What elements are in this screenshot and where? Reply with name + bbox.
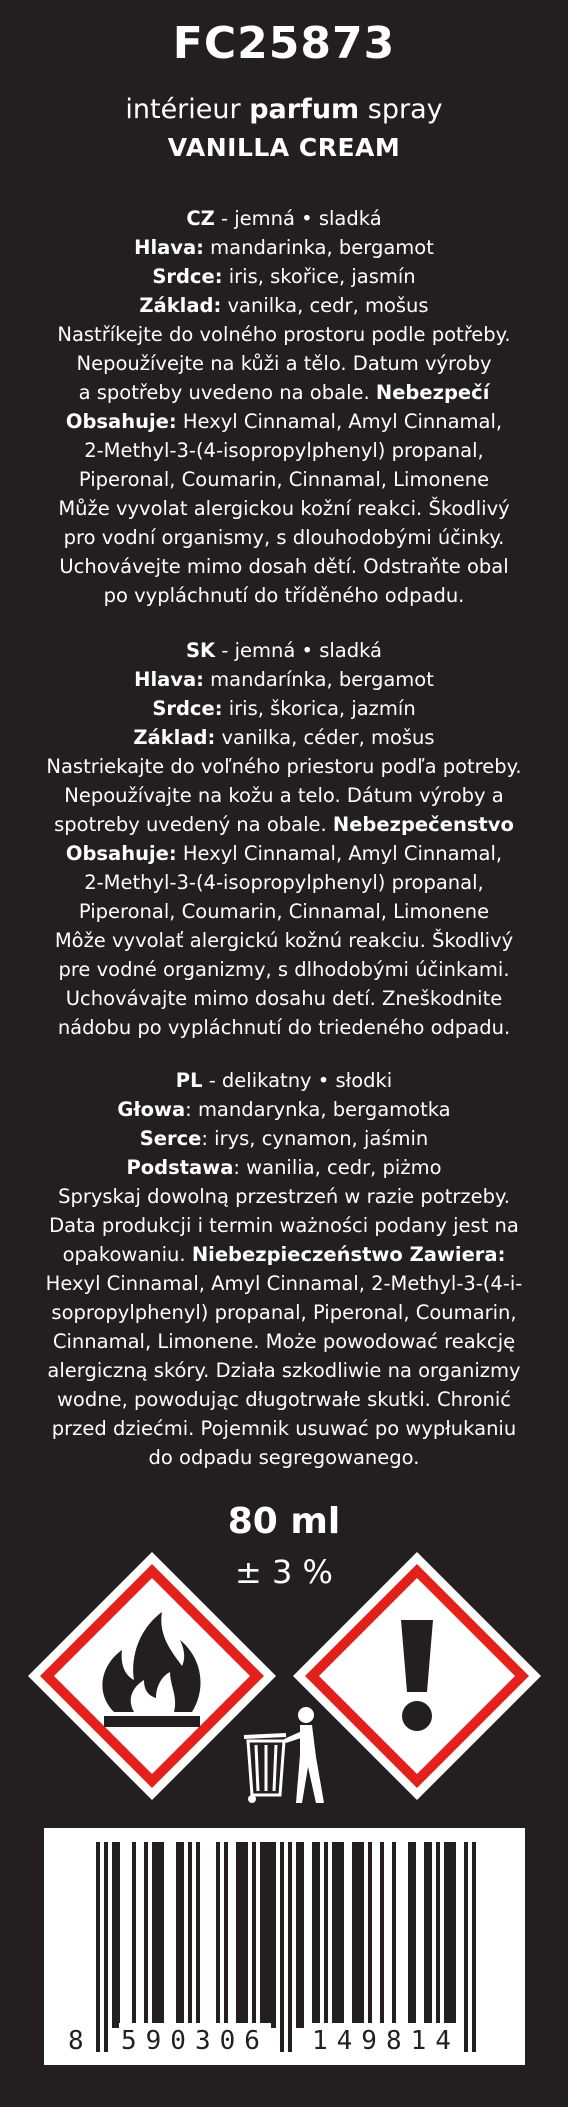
barcode-digits-left: 590306 [119, 2023, 271, 2059]
label-text: : wanilia, cedr, piżmo [233, 1156, 442, 1179]
label-bold: SK [185, 639, 216, 662]
barcode-bar [132, 1842, 136, 2028]
label-text: iris, skořice, jasmín [222, 265, 416, 288]
label-text: Data produkcji i termin ważności podany jest na [49, 1214, 519, 1237]
barcode-digit-first: 8 [66, 2023, 86, 2059]
subtitle-bold: parfum [249, 94, 360, 125]
label-text: do odpadu segregowanego. [148, 1446, 420, 1469]
cz-line [10, 378, 558, 407]
barcode-bar [412, 1842, 416, 2028]
label-bold: Obsahuje: [65, 842, 177, 865]
volume: 80 ml [227, 1501, 341, 1542]
barcode-bar [340, 1842, 344, 2028]
label-text: Hexyl Cinnamal, Amyl Cinnamal, [176, 842, 503, 865]
pl-line [10, 1269, 558, 1298]
label-text: pre vodné organizmy, s dlhodobými účinkami. [58, 958, 510, 981]
barcode-bar [252, 1842, 256, 2028]
barcode-bar [240, 1842, 244, 2028]
barcode-bar [464, 1842, 468, 2052]
barcode-bar [408, 1842, 412, 2028]
pl-line [10, 1414, 558, 1443]
barcode-bar [176, 1842, 180, 2028]
label-text: Spryskaj dowolną przestrzeń w razie potrzeby. [58, 1185, 510, 1208]
barcode-bar [196, 1842, 200, 2028]
sk-line [10, 868, 558, 897]
barcode-bar [332, 1842, 336, 2028]
cz-line [10, 349, 558, 378]
waste-bin-icon [240, 1705, 326, 1805]
label-bold: Głowa [117, 1098, 186, 1121]
label-text: 2-Methyl-3-(4-isopropylphenyl) propanal, [84, 871, 484, 894]
cz-line [10, 407, 558, 436]
barcode-bar [260, 1842, 264, 2028]
label-text: : mandarynka, bergamotka [185, 1098, 451, 1121]
label-text: wodne, powodując długotrwałe skutki. Chronić [56, 1388, 512, 1411]
exclamation-pictogram-icon [287, 1546, 547, 1806]
barcode-bar [444, 1842, 448, 2028]
label-text: alergiczną skóry. Działa szkodliwie na organizmy [47, 1359, 521, 1382]
barcode-bar [360, 1842, 364, 2028]
pl-line [10, 1327, 558, 1356]
label-text: opakowaniu. [62, 1243, 192, 1266]
barcode-bar [244, 1842, 248, 2028]
pl-line [10, 1356, 558, 1385]
label-bold: PL [175, 1069, 203, 1092]
barcode-bar [392, 1842, 396, 2028]
barcode-bar [448, 1842, 452, 2028]
label-text: Môže vyvolať alergickú kožnú reakciu. Škodlivý [54, 929, 514, 952]
barcode-bar [96, 1842, 100, 2052]
pl-line [10, 1298, 558, 1327]
barcode-bar [296, 1842, 300, 2028]
barcode-bar [324, 1842, 328, 2028]
label-bold: Podstawa [126, 1156, 234, 1179]
label-text: Hexyl Cinnamal, Amyl Cinnamal, 2-Methyl-3-(4-i- [45, 1272, 523, 1295]
pl-line [10, 1153, 558, 1182]
pl-line [10, 1095, 558, 1124]
barcode-digits [44, 2023, 525, 2059]
label-bold: Serce [139, 1127, 202, 1150]
barcode-bar [356, 1842, 360, 2028]
label-text: Uchovávejte mimo dosah dětí. Odstraňte obal [59, 555, 509, 578]
barcode-bar [188, 1842, 192, 2028]
label-text: Nastříkejte do volného prostoru podle potřeby. [57, 323, 511, 346]
sk-line [10, 781, 558, 810]
barcode-bar [288, 1842, 292, 2052]
label-bold: Základ: [139, 294, 222, 317]
barcode [44, 1828, 525, 2065]
barcode-bar [380, 1842, 384, 2028]
barcode-bar [236, 1842, 240, 2028]
label-text: Piperonal, Coumarin, Cinnamal, Limonene [78, 900, 490, 923]
section-cz [10, 204, 558, 610]
label-text: - jemná • sladká [214, 207, 382, 230]
sk-line [10, 636, 558, 665]
pl-line [10, 1211, 558, 1240]
barcode-bar [268, 1842, 272, 2028]
barcode-bar [280, 1842, 284, 2052]
section-pl [10, 1066, 558, 1472]
cz-line [10, 552, 558, 581]
label-text: : irys, cynamon, jaśmin [201, 1127, 429, 1150]
sk-line [10, 1013, 558, 1042]
label-bold: Niebezpieczeństwo Zawiera: [191, 1243, 506, 1266]
label-bold: Obsahuje: [65, 410, 177, 433]
label-text: vanilka, cedr, mošus [221, 294, 429, 317]
sk-line [10, 926, 558, 955]
barcode-bar [300, 1842, 304, 2028]
cz-line [10, 320, 558, 349]
label-text: - jemná • sladká [215, 639, 382, 662]
pl-line [10, 1066, 558, 1095]
barcode-bar [312, 1842, 316, 2028]
sk-line [10, 897, 558, 926]
label-text: mandarinka, bergamot [203, 236, 434, 259]
product-code: FC25873 [172, 18, 396, 69]
sk-line [10, 839, 558, 868]
barcode-bar [336, 1842, 340, 2028]
barcode-bar [352, 1842, 356, 2028]
pl-line [10, 1124, 558, 1153]
product-name: VANILLA CREAM [167, 133, 401, 162]
barcode-bar [116, 1842, 120, 2028]
label-text: mandarínka, bergamot [203, 668, 434, 691]
label-bold: Hlava: [134, 668, 204, 691]
label-bold: Srdce: [152, 697, 223, 720]
label-text: Může vyvolat alergickou kožní reakci. Škodlivý [58, 497, 510, 520]
label-bold: CZ [186, 207, 215, 230]
label-text: nádobu po vypláchnutí do triedeného odpadu. [57, 1016, 511, 1039]
cz-line [10, 204, 558, 233]
sk-line [10, 723, 558, 752]
label-text: przed dziećmi. Pojemnik usuwać po wypłukaniu [51, 1417, 517, 1440]
label-text: Hexyl Cinnamal, Amyl Cinnamal, [176, 410, 503, 433]
barcode-bar [180, 1842, 184, 2028]
sk-line [10, 984, 558, 1013]
barcode-bar [272, 1842, 276, 2028]
barcode-bar [156, 1842, 160, 2028]
product-subtitle [0, 92, 568, 128]
barcode-bar [160, 1842, 164, 2028]
label-text: pro vodní organismy, s dlouhodobými účinky. [63, 526, 505, 549]
label-bold: Nebezpečenstvo [332, 813, 514, 836]
barcode-bar [316, 1842, 320, 2028]
label-text: a spotřeby uvedeno na obale. [78, 381, 376, 404]
section-sk [10, 636, 558, 1042]
sk-line [10, 694, 558, 723]
barcode-bar [436, 1842, 440, 2028]
cz-line [10, 436, 558, 465]
label-text: 2-Methyl-3-(4-isopropylphenyl) propanal, [84, 439, 484, 462]
cz-line [10, 262, 558, 291]
barcode-bar [428, 1842, 432, 2028]
label-text: iris, škorica, jazmín [222, 697, 416, 720]
pl-line [10, 1385, 558, 1414]
barcode-bar [216, 1842, 220, 2028]
pl-line [10, 1443, 558, 1472]
label-text: sopropylphenyl) propanal, Piperonal, Coumarin, [51, 1301, 517, 1324]
label-text: Cinnamal, Limonene. Może powodować reakcję [52, 1330, 516, 1353]
barcode-bar [452, 1842, 456, 2028]
label-text: vanilka, céder, mošus [215, 726, 435, 749]
sk-line [10, 752, 558, 781]
barcode-bar [472, 1842, 476, 2052]
sk-line [10, 810, 558, 839]
barcode-digits-right: 149814 [310, 2023, 462, 2059]
pl-line [10, 1240, 558, 1269]
label-text: Uchovávajte mimo dosahu detí. Zneškodnite [65, 987, 503, 1010]
label-text: po vypláchnutí do tříděného odpadu. [103, 584, 465, 607]
volume-tolerance: ± 3 % [235, 1553, 333, 1591]
barcode-bar [152, 1842, 156, 2028]
label-text: Nepoužívejte na kůži a tělo. Datum výroby [76, 352, 492, 375]
subtitle-prefix: intérieur [125, 94, 241, 125]
cz-line [10, 523, 558, 552]
label-text: Nepoužívajte na kožu a telo. Dátum výroby a [64, 784, 504, 807]
label-bold: Hlava: [134, 236, 204, 259]
cz-line [10, 494, 558, 523]
barcode-bar [224, 1842, 228, 2028]
pl-line [10, 1182, 558, 1211]
label-bold: Nebezpečí [375, 381, 490, 404]
label-text: - delikatny • słodki [202, 1069, 393, 1092]
barcode-bar [112, 1842, 116, 2028]
label-bold: Základ: [133, 726, 216, 749]
cz-line [10, 465, 558, 494]
label-bold: Srdce: [152, 265, 223, 288]
cz-line [10, 581, 558, 610]
sk-line [10, 955, 558, 984]
cz-line [10, 291, 558, 320]
sk-line [10, 665, 558, 694]
cz-line [10, 233, 558, 262]
barcode-bar [264, 1842, 268, 2028]
label-text: Nastriekajte do voľného priestoru podľa potreby. [46, 755, 522, 778]
label-text: Piperonal, Coumarin, Cinnamal, Limonene [78, 468, 490, 491]
barcode-bar [144, 1842, 148, 2028]
label-text: spotreby uvedený na obale. [54, 813, 333, 836]
barcode-bar [104, 1842, 108, 2052]
barcode-bar [368, 1842, 372, 2028]
barcode-bar [424, 1842, 428, 2028]
subtitle-suffix: spray [367, 94, 443, 125]
